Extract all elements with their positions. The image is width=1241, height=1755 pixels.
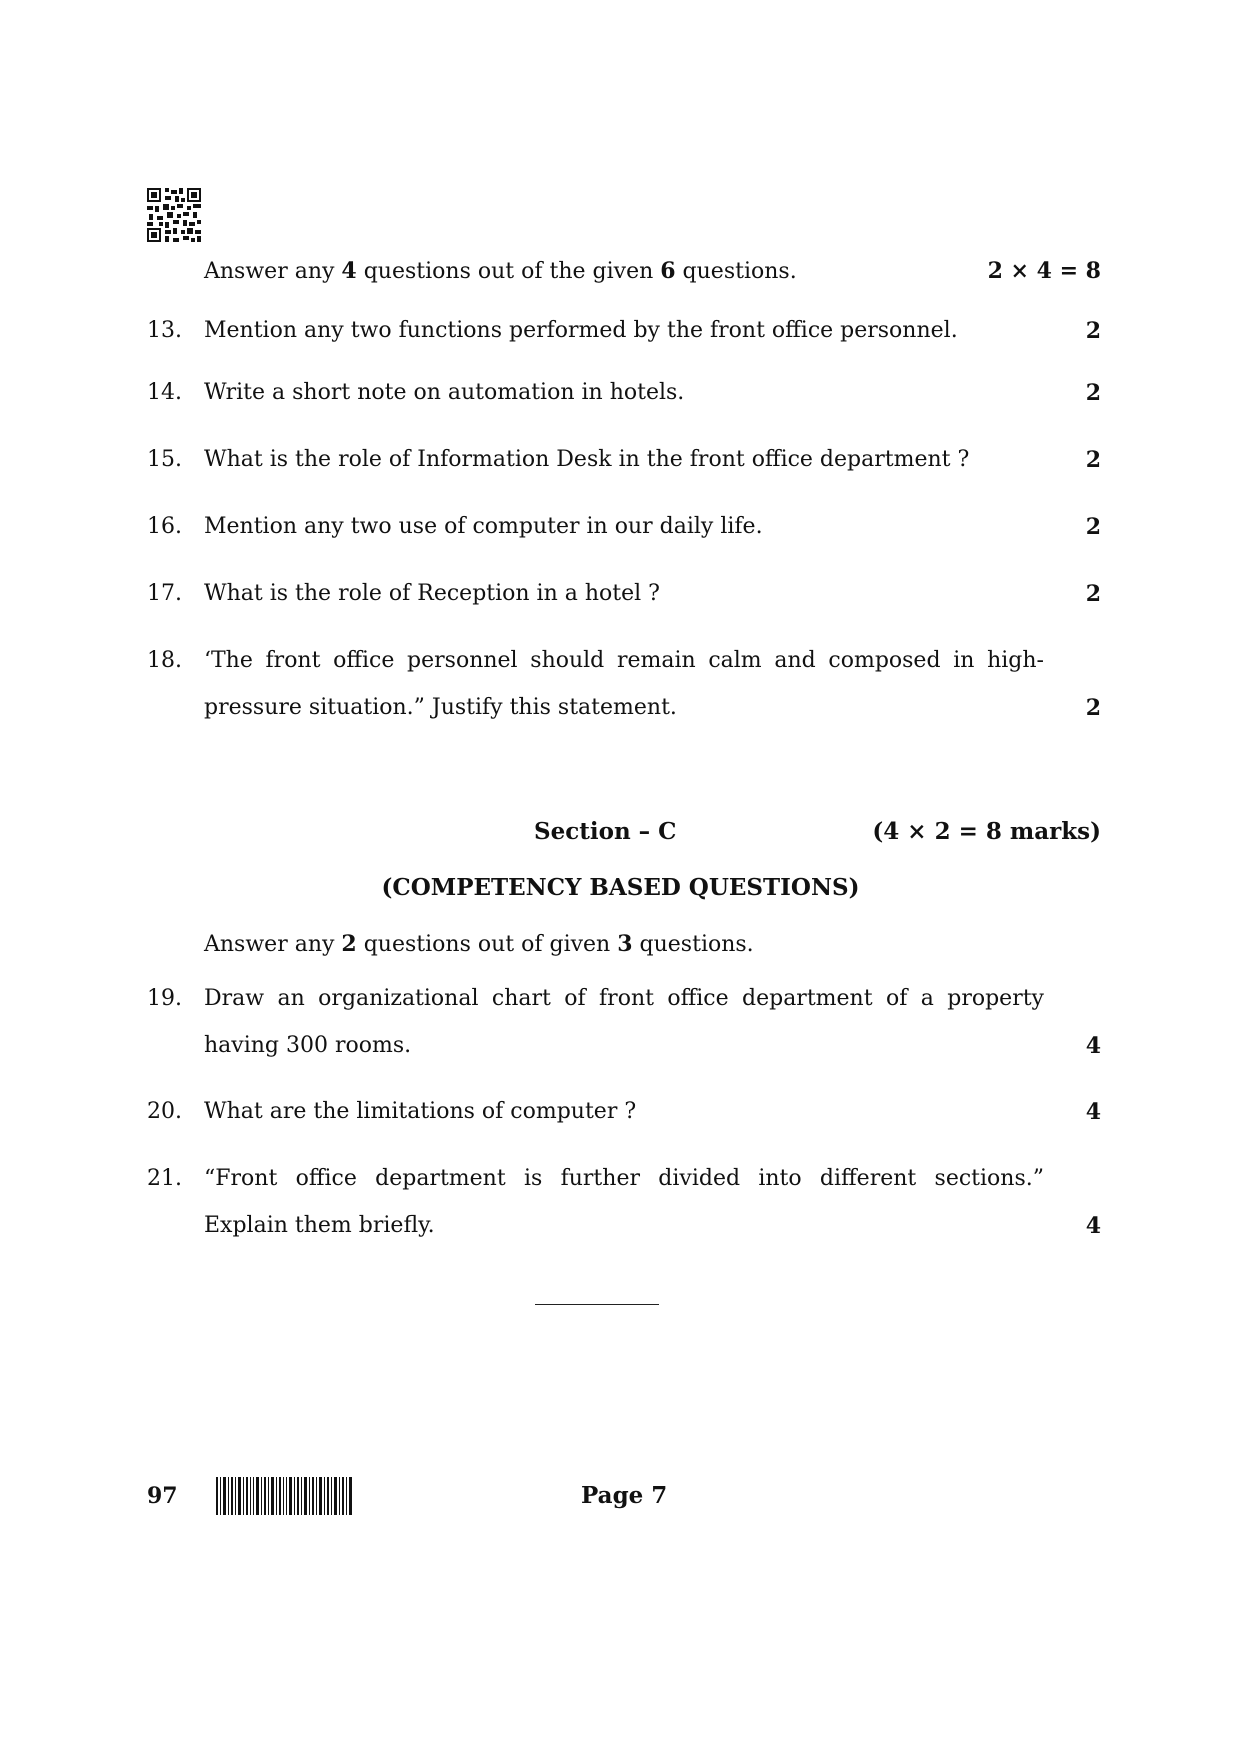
question-text: What is the role of Information Desk in the front office department ?	[204, 447, 970, 472]
instruction-count: 2	[341, 931, 357, 957]
question-text: Mention any two use of computer in our daily life.	[204, 514, 763, 539]
instruction-prefix: Answer any	[204, 259, 342, 284]
question-text: Write a short note on automation in hotels.	[204, 380, 685, 405]
question-text-line-2: pressure situation.” Justify this statement.	[204, 695, 677, 720]
question-text: Mention any two functions performed by the front office personnel.	[204, 318, 958, 343]
question-number: 13.	[147, 318, 182, 343]
question-number: 16.	[147, 514, 182, 539]
instruction-prefix: Answer any	[204, 932, 342, 957]
question-text-line-2: having 300 rooms.	[204, 1033, 412, 1058]
question-number: 21.	[147, 1166, 182, 1191]
question-text-line-1: ‘The front office personnel should remain calm and composed in high-	[204, 648, 1044, 673]
question-number: 15.	[147, 447, 182, 472]
question-text: What are the limitations of computer ?	[204, 1099, 637, 1124]
section-b-total-marks: 2 × 4 = 8	[987, 258, 1101, 284]
question-marks: 2	[1085, 514, 1101, 540]
section-c-title: Section – C	[534, 818, 677, 845]
question-number: 19.	[147, 986, 182, 1011]
question-marks: 4	[1085, 1099, 1101, 1125]
question-text-line-1: “Front office department is further divided into different sections.”	[204, 1166, 1044, 1191]
end-of-paper-rule	[535, 1304, 659, 1305]
section-c-marks: (4 × 2 = 8 marks)	[872, 818, 1101, 845]
instruction-suffix: questions.	[675, 259, 797, 284]
paper-code: 97	[147, 1483, 178, 1509]
question-marks: 2	[1085, 380, 1101, 406]
qr-code-icon	[147, 188, 201, 242]
question-marks: 2	[1085, 695, 1101, 721]
instruction-total: 3	[617, 931, 633, 957]
instruction-suffix: questions.	[632, 932, 754, 957]
question-marks: 4	[1085, 1213, 1101, 1239]
question-marks: 4	[1085, 1033, 1101, 1059]
instruction-middle: questions out of the given	[356, 259, 661, 284]
instruction-middle: questions out of given	[356, 932, 618, 957]
question-marks: 2	[1085, 581, 1101, 607]
instruction-total: 6	[660, 258, 676, 284]
section-b-instructions	[204, 256, 1084, 287]
question-number: 20.	[147, 1099, 182, 1124]
section-c-instructions	[204, 929, 1084, 960]
question-number: 14.	[147, 380, 182, 405]
question-number: 18.	[147, 648, 182, 673]
question-marks: 2	[1085, 447, 1101, 473]
barcode-icon	[216, 1477, 352, 1515]
instruction-count: 4	[341, 258, 357, 284]
page-number: Page 7	[581, 1482, 668, 1509]
question-text: What is the role of Reception in a hotel ?	[204, 581, 660, 606]
question-marks: 2	[1085, 318, 1101, 344]
question-text-line-2: Explain them briefly.	[204, 1213, 435, 1238]
question-number: 17.	[147, 581, 182, 606]
question-text-line-1: Draw an organizational chart of front office department of a property	[204, 986, 1044, 1011]
section-c-subtitle: (COMPETENCY BASED QUESTIONS)	[381, 874, 860, 901]
